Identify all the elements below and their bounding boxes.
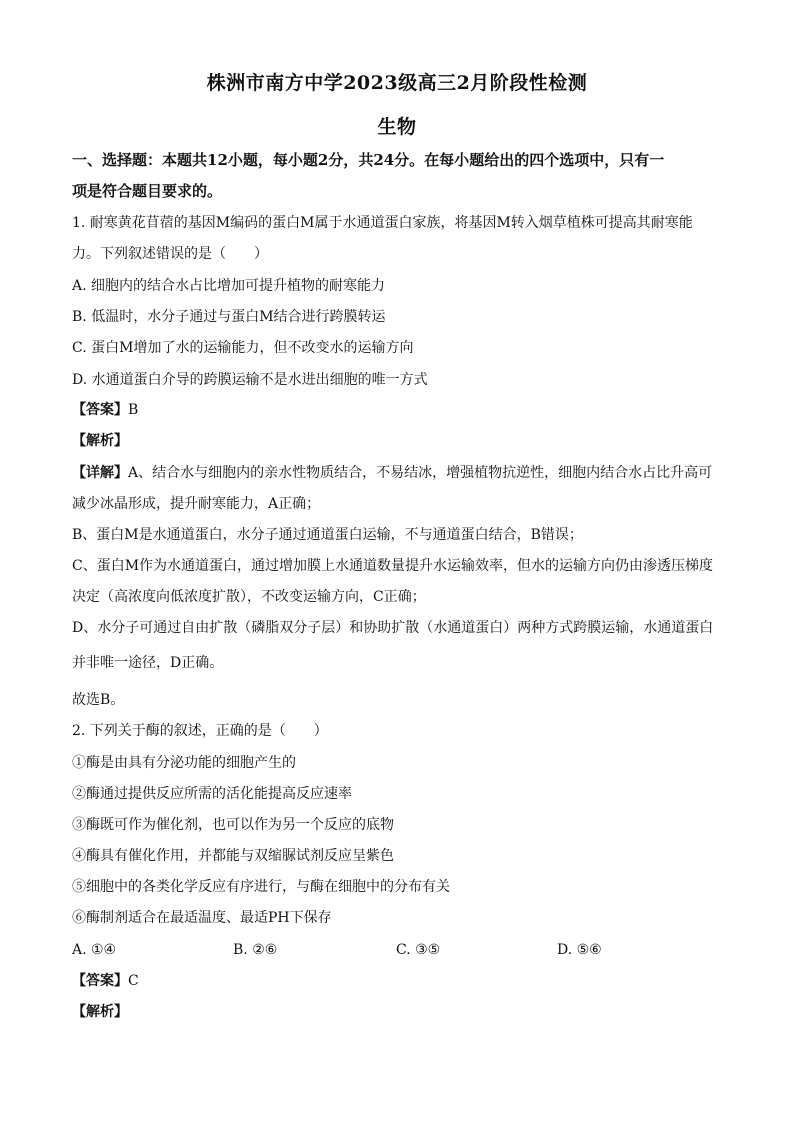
q1-option-c: C. 蛋白M增加了水的运输能力，但不改变水的运输方向 [72, 340, 414, 356]
q1-answer [72, 400, 722, 420]
q1-detail-a-line1 [72, 463, 722, 483]
q2-statement-2: ②酶通过提供反应所需的活化能提高反应速率 [72, 786, 352, 802]
q2-analysis-tag: 【解析】 [72, 1004, 128, 1020]
q2-option-a: A. ①④ [72, 942, 117, 958]
answer-tag: 【答案】 [72, 402, 128, 418]
q1-stem-line1: 1. 耐寒黄花苜蓿的基因M编码的蛋白M属于水通道蛋白家族，将基因M转入烟草植株可提高其耐寒能 [72, 215, 693, 231]
exam-title: 株洲市南方中学2023级高三2月阶段性检测 [206, 72, 588, 94]
q2-statement-5: ⑤细胞中的各类化学反应有序进行，与酶在细胞中的分布有关 [72, 879, 450, 895]
q2-stem: 2. 下列关于酶的叙述，正确的是（ ） [72, 723, 328, 739]
q2-statement-3: ③酶既可作为催化剂，也可以作为另一个反应的底物 [72, 817, 394, 833]
q1-stem-line2: 力。下列叙述错误的是（ ） [72, 246, 268, 262]
q1-option-d: D. 水通道蛋白介导的跨膜运输不是水进出细胞的唯一方式 [72, 372, 428, 388]
q2-statement-4: ④酶具有催化作用，并都能与双缩脲试剂反应呈紫色 [72, 848, 394, 864]
answer-value: B [128, 402, 139, 418]
section-instruction-line1: 一、选择题：本题共12小题，每小题2分，共24分。在每小题给出的四个选项中，只有一 [72, 151, 665, 169]
answer-value: C [128, 973, 139, 989]
subject-title: 生物 [377, 116, 417, 138]
q1-detail-b: B、蛋白M是水通道蛋白，水分子通过通道蛋白运输，不与通道蛋白结合，B错误； [72, 527, 583, 543]
q1-detail-c-line2: 决定（高浓度向低浓度扩散），不改变运输方向，C正确； [72, 589, 426, 605]
detail-a1-text: A、结合水与细胞内的亲水性物质结合，不易结冰，增强植物抗逆性，细胞内结合水占比升高可 [128, 465, 713, 481]
q2-option-b: B. ②⑥ [233, 942, 278, 958]
q2-statement-6: ⑥酶制剂适合在最适温度、最适PH下保存 [72, 910, 332, 926]
detail-tag: 【详解】 [72, 465, 128, 481]
q1-detail-a-line2: 减少冰晶形成，提升耐寒能力，A正确； [72, 496, 321, 512]
q2-option-d: D. ⑤⑥ [557, 942, 602, 958]
q1-option-b: B. 低温时，水分子通过与蛋白M结合进行跨膜转运 [72, 309, 386, 325]
answer-tag: 【答案】 [72, 973, 128, 989]
q2-answer [72, 971, 722, 991]
q1-analysis-tag: 【解析】 [72, 433, 128, 449]
q1-conclusion: 故选B。 [72, 692, 125, 708]
q1-detail-c-line1: C、蛋白M作为水通道蛋白，通过增加膜上水通道数量提升水运输效率，但水的运输方向仍由渗透压梯度 [72, 558, 714, 574]
q2-statement-1: ①酶是由具有分泌功能的细胞产生的 [72, 755, 296, 771]
section-instruction-line2: 项是符合题目要求的。 [72, 182, 223, 200]
q2-option-c: C. ③⑤ [396, 942, 441, 958]
q1-detail-d-line1: D、水分子可通过自由扩散（磷脂双分子层）和协助扩散（水通道蛋白）两种方式跨膜运输，水通道蛋白 [72, 620, 714, 636]
q1-detail-d-line2: 并非唯一途径，D正确。 [72, 655, 224, 671]
q1-option-a: A. 细胞内的结合水占比增加可提升植物的耐寒能力 [72, 278, 386, 294]
